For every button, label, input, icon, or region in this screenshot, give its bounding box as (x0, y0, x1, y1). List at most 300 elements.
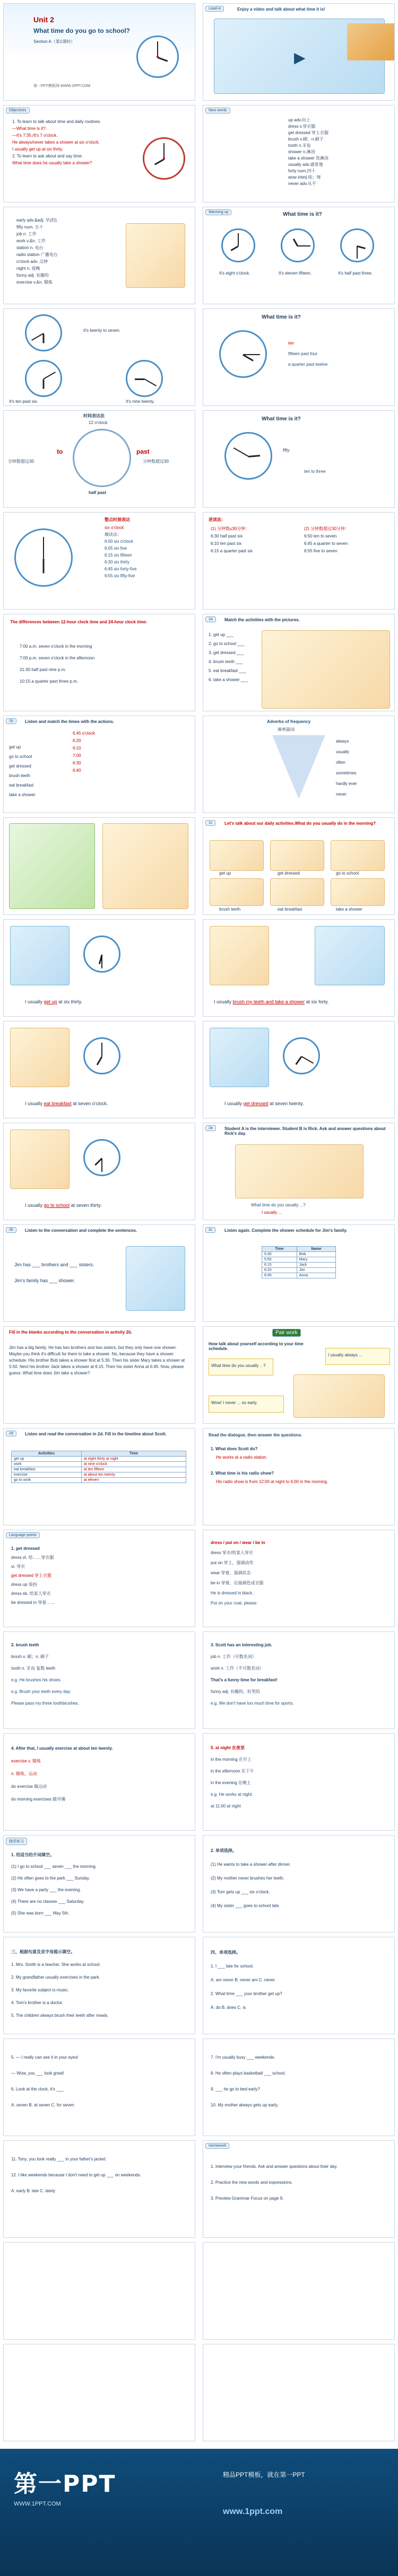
table-row (262, 1252, 336, 1257)
1c-pic-1 (210, 840, 264, 871)
pair-bubble-3 (209, 1396, 284, 1413)
word-entry: up adv.向上 (288, 118, 310, 122)
table-cell: Jack (297, 1263, 335, 1268)
reading-line: 6:15 six fifteen (105, 553, 132, 558)
slide-language-1[interactable] (3, 1530, 195, 1627)
slide-time-expr[interactable] (3, 410, 195, 508)
adverbs-subtitle: 频率副词 (278, 727, 295, 732)
language-line: e.g. He brushes his shoes. (11, 1678, 62, 1682)
adverb-item: sometimes (336, 771, 357, 775)
table-cell: at ten fifteen (81, 1467, 186, 1472)
slide-video[interactable] (203, 3, 395, 101)
objective-line: 1. To learn to talk about time and daily routines. (12, 119, 101, 124)
table-row (12, 1472, 186, 1478)
slide-language-6[interactable] (203, 1733, 395, 1831)
language-line: 3. Scott has an interesting job. (211, 1643, 273, 1647)
exercise-line[interactable]: 5. — I really can see it in your eyes! (11, 2055, 79, 2060)
language-3-list (11, 1639, 79, 1709)
language-6-list (211, 1742, 254, 1812)
pair-bubble-2 (325, 1348, 390, 1365)
title-clock (136, 36, 179, 78)
new-words-image (126, 223, 185, 288)
slide-language-5[interactable] (3, 1733, 195, 1831)
table-cell: 6:15 (262, 1263, 297, 1268)
exercise-line[interactable]: (2) My mother never brushes her teeth. (211, 1876, 284, 1881)
label-ten: ten (288, 341, 295, 346)
slide-direct-reading[interactable] (3, 512, 195, 610)
language-2-list (211, 1538, 265, 1608)
slide-1b[interactable] (3, 716, 195, 813)
slide-2c[interactable] (203, 1224, 395, 1322)
reading-line: (2) 分钟数超过30分钟： (304, 526, 349, 531)
exercise-line[interactable]: 6. Look at the clock, it's ___. (11, 2087, 65, 2092)
clock-hand (357, 245, 366, 249)
activity-item[interactable]: get up (9, 745, 21, 749)
clock-hand (301, 1056, 314, 1064)
language-line: brush v. 刷；n. 刷子 (11, 1654, 49, 1659)
slide-new-words-2[interactable] (3, 207, 195, 304)
clock-hand (44, 372, 56, 380)
hour-diff-row: 7:00 a.m. seven o'clock in the morning (20, 644, 92, 649)
clock-center (157, 56, 159, 58)
word-entry: station n. 电台 (16, 245, 44, 250)
activity-item[interactable]: brush teeth (9, 773, 31, 778)
exercise-line[interactable]: A. early B. late C. lately (11, 2189, 56, 2193)
clock-b (25, 360, 62, 397)
1c-pic-6 (331, 878, 385, 906)
slide-2d[interactable] (3, 1428, 195, 1525)
time-expr-top: 12 o'clock (89, 420, 108, 425)
table-cell: Jim (297, 1268, 335, 1273)
usually-2-sentence (214, 999, 328, 1004)
slide-exercise-2[interactable] (203, 1835, 395, 1933)
language-line: in the evening 在晚上 (211, 1780, 252, 1785)
footer-sub: WWW.1PPT.COM (14, 2501, 61, 2507)
clock-hand (43, 334, 45, 343)
word-entry: get dressed 穿上衣服 (288, 130, 329, 135)
language-line: funny adj. 有趣的，好笑的 (211, 1689, 260, 1694)
language-line: dress vt. 给……穿衣服 (11, 1555, 54, 1560)
clock-hand (230, 245, 238, 251)
table-row (262, 1257, 336, 1263)
usually-1-sentence (25, 999, 82, 1004)
slide-blank-left-2 (3, 2344, 195, 2441)
table-cell: eat breakfast (12, 1467, 82, 1472)
clock-hand (233, 447, 249, 457)
language-line: n. 锻炼，运动 (11, 1771, 37, 1776)
footer-url-link[interactable]: www.1ppt.com (223, 2507, 283, 2516)
exercise-line[interactable]: (1) I go to school ___ seven ___ the morning. (11, 1864, 97, 1869)
slide-1c[interactable] (203, 817, 395, 915)
adverbs-list (336, 736, 357, 800)
1c-title: Let's talk about our daily activities.What do you usually do in the morning? (224, 821, 376, 826)
table-header: Name (297, 1247, 335, 1252)
1c-pic-5 (270, 878, 324, 906)
time-item[interactable]: 6:10 (73, 746, 81, 751)
exercise-line[interactable]: (3) Tom gets up ___ six o'clock. (211, 1890, 270, 1894)
adverb-item: hardly ever (336, 781, 357, 786)
activity-item[interactable]: 1. get up ___ (209, 632, 233, 637)
slide-language-3[interactable] (3, 1631, 195, 1729)
table-cell: go to work (12, 1478, 82, 1483)
time-expr-right: 分钟数超过30 (143, 459, 169, 464)
2c-tab: 2c (205, 1227, 215, 1233)
slide-blank-right (203, 2242, 395, 2340)
warming-clock-2 (281, 228, 315, 262)
table-cell: get up (12, 1457, 82, 1462)
reading-line: 6:00 six o'clock (105, 539, 133, 544)
language-line: at 11:00 at night (211, 1804, 241, 1809)
slide-usually-4[interactable] (203, 1021, 395, 1118)
activity-item[interactable]: 2. go to school ___ (209, 641, 245, 646)
question-2: 2. What time is his radio show? (211, 1471, 274, 1476)
1b-tab: 1b (6, 718, 16, 724)
language-line: get dressed 穿上衣服 (11, 1573, 52, 1578)
word-entry: funny adj. 有趣的 (16, 273, 49, 278)
clock-c (126, 360, 163, 397)
exercise-line[interactable]: A. do B. does C. is (211, 2005, 246, 2010)
1a-list (209, 630, 248, 684)
reading-line: 6:55 six fifty-five (105, 574, 135, 578)
activity-item[interactable]: eat breakfast (9, 783, 34, 788)
clock-a (25, 314, 62, 351)
slide-exercise-4[interactable] (203, 1937, 395, 2034)
table-cell: at eight thirty at night (81, 1457, 186, 1462)
table-cell: 5:50 (262, 1257, 297, 1263)
language-line: exercise v. 锻炼 (11, 1759, 41, 1763)
1c-label-5: eat breakfast (278, 907, 302, 912)
fill-blanks-title: Fill in the blanks according to the conversation in activity 2b. (9, 1330, 133, 1335)
question-1: 1. What does Scott do? (211, 1446, 258, 1451)
clock-hand-minute (157, 41, 158, 57)
exercise-line[interactable]: 2. My grandfather usually exercises in the park. (11, 1975, 100, 1980)
language-line: 5. at night 在夜里 (211, 1745, 245, 1750)
sentence-prefix: I usually (25, 1203, 43, 1208)
slide-blank-left (3, 2242, 195, 2340)
time-item[interactable]: 6:45 o'clock (73, 731, 95, 736)
exercise-line[interactable]: 2. What time ___ your brother get up? (211, 1991, 282, 1996)
reading-line: six o'clock (105, 525, 124, 530)
usually-5-clock (83, 1139, 120, 1176)
adverb-item: always (336, 739, 349, 744)
language-line: work n. 工作（不可数名词） (211, 1666, 264, 1671)
exercise-line[interactable]: 5. The children always brush their teeth after meals. (11, 2013, 109, 2018)
usually-3-clock (83, 1037, 120, 1074)
clock-hand (135, 378, 144, 380)
exercise-line[interactable]: (3) We have a party ___ the evening. (11, 1887, 81, 1892)
bubble-text: I usually always ... (328, 1353, 362, 1357)
exercise-line[interactable]: 4. Tom's brother is a doctor. (11, 2000, 63, 2005)
clock-hand (243, 354, 254, 361)
homework-tab: Homework (205, 2143, 229, 2149)
adverbs-pyramid (272, 735, 325, 799)
exercise-line[interactable]: 7. I'm usually busy ___ weekends. (211, 2055, 275, 2060)
slide-blank-right-2 (203, 2344, 395, 2441)
activity-item[interactable]: 6. take a shower ___ (209, 677, 248, 682)
language-line: He is dressed in black. (211, 1591, 254, 1595)
adverb-item: never (336, 792, 347, 797)
pair-work-tab: Pair work (272, 1329, 301, 1337)
clock-hand (43, 537, 44, 558)
exercise-2-list (211, 1844, 291, 1913)
reading-line: (1) 分钟数≤30分钟： (211, 526, 250, 531)
activity-item[interactable]: get dressed (9, 764, 31, 769)
time-question-clock (219, 330, 267, 378)
table-row (12, 1467, 186, 1472)
slide-read-questions[interactable] (203, 1428, 395, 1525)
exercise-line[interactable]: A. seven B. at seven C. for seven (11, 2103, 74, 2107)
language-line: Put on your coat, please. (211, 1601, 258, 1605)
1a-tab: 1a (205, 616, 216, 622)
language-line: be dressed in 穿着…… (11, 1600, 55, 1605)
time-item[interactable]: 7:00 (73, 753, 81, 758)
lesson-title: What time do you go to school? (33, 27, 130, 34)
language-line: e.g. He works at night. (211, 1792, 253, 1797)
exercise-line[interactable]: (2) He often goes to the park ___ Sunday. (11, 1876, 90, 1881)
adverbs-title: Adverbs of frequency (267, 719, 311, 724)
clock-hand-minute (163, 143, 165, 159)
exercise-line[interactable]: 8. He often plays basketball ___ school. (211, 2071, 286, 2076)
word-entry: tooth n.牙齿 (288, 143, 311, 148)
exercise-line[interactable]: 3. My favorite subject is music. (11, 1988, 69, 1992)
clock-hand (248, 455, 260, 457)
exercise-line[interactable]: — Wow, you ___ look great! (11, 2071, 64, 2076)
slide-2a[interactable] (203, 1123, 395, 1220)
sentence-suffix: at seven thirty. (71, 1203, 102, 1208)
exercise-line[interactable]: (4) There are no classes ___ Saturday. (11, 1899, 84, 1904)
slide-warming-up[interactable] (203, 207, 395, 304)
1c-label-4: brush teeth (219, 907, 241, 912)
activity-item[interactable]: 5. eat breakfast ___ (209, 668, 246, 673)
reading-line: 6:55 five to seven (304, 549, 338, 553)
1a-picture (262, 630, 390, 709)
activity-item[interactable]: 4. brush teeth ___ (209, 659, 243, 664)
slide-1-title[interactable] (3, 3, 195, 101)
slide-adverbs[interactable] (203, 716, 395, 813)
1c-pic-4 (210, 878, 264, 906)
usually-1-clock (83, 936, 120, 973)
2a-tab: 2a (205, 1125, 216, 1131)
sentence-prefix: I usually (25, 999, 43, 1004)
language-line: dress sb. 给某人穿衣 (11, 1591, 51, 1596)
fifty-label: fifty (283, 448, 290, 453)
exercise-line[interactable]: 12. I like weekends because I don't need to get up ___ on weekends. (11, 2173, 141, 2177)
reading-line: 6:05 six five (105, 546, 127, 551)
2b-sentence-1: Jim has ___ brothers and ___ sisters. (14, 1262, 94, 1267)
exercise-line[interactable]: 10. My mother always gets up early. (211, 2103, 279, 2107)
sentence-prefix: I usually (224, 1101, 243, 1106)
time-expr-title: 时间表达法 (83, 413, 105, 418)
2a-reply: I usually ... (262, 1210, 282, 1215)
warming-clock-1 (221, 228, 255, 262)
exercise-line[interactable]: 1. Mrs. Smith is a teacher. She works at school. (11, 1962, 101, 1967)
time-item[interactable]: 6:40 (73, 768, 81, 773)
exercise-line[interactable]: A. am never B. never am C. never (211, 1978, 275, 1982)
word-entry: fifty num. 五十 (16, 225, 44, 230)
objective-line: —What time is it? (12, 126, 46, 131)
slide-usually-5[interactable] (3, 1123, 195, 1220)
1c-pic-2 (270, 840, 324, 871)
homework-line: 3. Preview Grammar Focus on page 9. (211, 2196, 284, 2201)
slide-usually-1[interactable] (3, 919, 195, 1017)
1c-photo (9, 823, 95, 909)
adverb-item: usually (336, 749, 349, 754)
sentence-suffix: at seven o'clock. (73, 1101, 108, 1106)
reading-line: 6:50 ten to seven (304, 534, 337, 539)
slide-2b[interactable] (3, 1224, 195, 1322)
slide-reverse-reading[interactable] (203, 512, 395, 610)
slide-language-2[interactable] (203, 1530, 395, 1627)
slide-fill-blanks[interactable] (3, 1326, 195, 1424)
language-line: vi. 穿衣 (11, 1564, 25, 1569)
slide-exercise-3[interactable] (3, 1937, 195, 2034)
clock-hand-hour (154, 158, 165, 165)
slide-usually-2[interactable] (203, 919, 395, 1017)
usually-1-photo (10, 926, 70, 985)
word-entry: dress v.穿衣服 (288, 124, 316, 129)
exercise-line[interactable]: 9. ___ he go to bed early? (211, 2087, 260, 2092)
slide-homework[interactable] (203, 2140, 395, 2238)
word-entry: take a shower 洗淋浴 (288, 156, 329, 161)
play-icon[interactable]: ▶ (294, 49, 306, 66)
word-entry: work v.&n. 工作 (16, 239, 46, 243)
slide-exercise-5[interactable] (3, 2039, 195, 2136)
slide-objectives[interactable] (3, 105, 195, 202)
activity-item[interactable]: take a shower (9, 792, 36, 797)
reading-line: 6:15 a quarter past six (211, 549, 253, 553)
word-entry: early adv.&adj. 早(的) (16, 218, 57, 223)
footer-logo: 第一PPT (14, 2471, 116, 2498)
usually-4-sentence (224, 1101, 304, 1106)
objective-line: 2. To learn to ask about and say time: (12, 154, 83, 158)
table-cell: Bob (297, 1252, 335, 1257)
exercise-line[interactable]: (4) My sister ___ goes to school late. (211, 1903, 280, 1908)
reverse-reading-list-2 (304, 525, 349, 555)
time-item[interactable]: 6:20 (73, 738, 81, 743)
1a-title: Match the activities with the pictures. (224, 617, 300, 622)
slide-1a[interactable] (203, 614, 395, 711)
time-expr-left: 分钟数超过30 (8, 459, 34, 464)
answer-1: He works at a radio station. (216, 1455, 267, 1460)
table-row (12, 1457, 186, 1462)
exercise-1-list (11, 1849, 97, 1919)
clock-hand (144, 378, 157, 386)
sentence-fill: go to school (44, 1203, 70, 1208)
2a-title: Student A is the interviewer. Student B is Rick. Ask and answer questions about Rick's day. (224, 1126, 386, 1136)
time-expr-circle (73, 429, 131, 487)
reverse-reading-list (211, 525, 253, 555)
table-row (262, 1268, 336, 1273)
slide-pair-work[interactable] (203, 1326, 395, 1424)
footer-banner (0, 2449, 398, 2576)
slide-ten-to-three[interactable] (203, 410, 395, 508)
clock-hand (357, 246, 358, 259)
hour-diff-row: 21:30 half past nine p.m. (20, 667, 66, 672)
objectives-list (12, 118, 101, 166)
clock-hand (295, 1056, 302, 1065)
word-entry: usually adv.通常地 (288, 162, 323, 167)
video-lead: Enjoy a video and talk about what time it is! (237, 7, 325, 12)
sentence-suffix: at seven twenty. (270, 1101, 304, 1106)
direct-reading-tab: 整点时刻表达 (105, 517, 130, 522)
warming-clock-3 (340, 228, 374, 262)
exercise-tab: 随堂练习 (6, 1838, 27, 1845)
exercise-line[interactable]: 11. Tony, you look really ___ in your father's jacket. (11, 2157, 107, 2162)
word-entry: job n. 工作 (16, 232, 37, 236)
sentence-prefix: I usually (25, 1101, 43, 1106)
hour-diff-list (20, 641, 94, 687)
clock-b-caption: It's ten past six. (9, 399, 38, 404)
exercise-line[interactable]: (1) He wants to take a shower after dinner. (211, 1862, 291, 1867)
language-line: wear 穿着，强调状态 (211, 1571, 251, 1575)
slide-usually-3[interactable] (3, 1021, 195, 1118)
usually-5-photo (10, 1130, 70, 1189)
sentence-prefix: I usually (214, 999, 232, 1004)
2b-tab: 2b (6, 1227, 16, 1233)
clock-hand (43, 380, 45, 389)
reading-line: 6:45 six forty-five (105, 567, 137, 571)
2a-prompt: What time do you usually ...? (251, 1203, 306, 1207)
sentence-fill: get up (44, 999, 57, 1004)
language-line: in the morning 在早上 (211, 1757, 252, 1762)
label-fifteen: fifteen past four (288, 351, 318, 356)
exercise-line[interactable]: 1. I ___ late for school. (211, 1964, 254, 1969)
activity-item[interactable]: go to school (9, 754, 32, 759)
reading-line: 6:45 a quarter to seven (304, 541, 348, 546)
clock-center (163, 157, 165, 160)
slide-exercise-1[interactable] (3, 1835, 195, 1933)
reading-line: 顺读法： (105, 532, 122, 537)
clock-hand (238, 233, 239, 246)
time-expr-bottom: half past (89, 490, 106, 495)
slide-time-question[interactable] (203, 308, 395, 406)
homework-line: 1. Interview your friends. Ask and answer questions about their day. (211, 2164, 338, 2169)
fill-blanks-text: Jim has a big family. He has two brothers and two sisters, but they only have one shower. Maybe you think it's difficult for them to take a shower. No, because they have a shower schedule. His brother Bob takes a shower first at 5:30. Then his sister Mary takes a shower at 5:50. Next his brother Jack takes a shower at 6:15. Then his sister Anna at 6:45. Now, please guess: What time does Jim take a shower? (9, 1345, 185, 1375)
language-tab: Language points (6, 1532, 40, 1538)
usually-2-photo (210, 926, 269, 985)
direct-reading-clock (14, 528, 73, 587)
label-quarter: a quarter past twelve (288, 362, 328, 367)
language-line: e.g. We don't have too much time for sports. (211, 1701, 294, 1706)
slide-exercise-6[interactable] (203, 2039, 395, 2136)
slide-clocks[interactable] (3, 308, 195, 406)
slide-new-words-1[interactable] (203, 105, 395, 202)
slide-1c-left[interactable] (3, 817, 195, 915)
reading-line: 6:30 half past six (211, 534, 243, 539)
exercise-line[interactable]: (5) She was born ___ May 5th. (11, 1911, 70, 1916)
table-cell: 6:20 (262, 1268, 297, 1273)
bubble-text: What time do you usually ...? (211, 1363, 266, 1368)
slide-12-24-hour[interactable] (3, 614, 195, 711)
usually-5-sentence (25, 1203, 101, 1208)
reverse-reading-tab: 逆读法： (209, 517, 226, 522)
time-item[interactable]: 6:30 (73, 761, 81, 765)
activity-item[interactable]: 3. get dressed ___ (209, 650, 244, 655)
warming-caption-1: It's eight o'clock. (219, 271, 250, 276)
language-line: dress 穿衣/给某人穿衣 (211, 1550, 254, 1555)
2b-sentence-2: Jim's family has ___ shower. (14, 1278, 75, 1283)
slide-exercise-7[interactable] (3, 2140, 195, 2238)
reading-line: 6:30 six thirty (105, 560, 130, 564)
hour-diff-row: 10:15 a quarter past three p.m. (20, 679, 78, 684)
table-header: Activities (12, 1451, 82, 1457)
2d-title: Listen and read the conversation in 2d. Fill in the timeline about Scott. (25, 1432, 167, 1436)
slide-language-4[interactable] (203, 1631, 395, 1729)
2c-title: Listen again. Complete the shower schedule for Jim's family. (224, 1228, 348, 1233)
video-frame[interactable] (214, 19, 385, 94)
table-cell: at nine o'clock (81, 1462, 186, 1467)
scott-timeline-table (11, 1451, 186, 1483)
